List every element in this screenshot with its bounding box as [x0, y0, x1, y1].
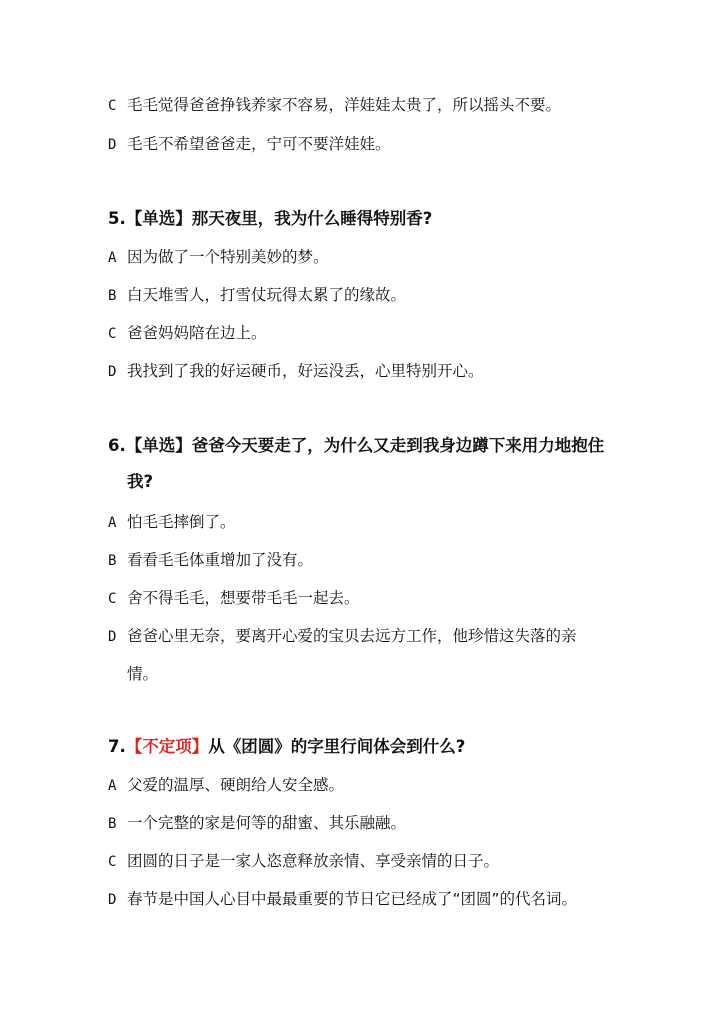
option-letter: D: [108, 892, 117, 908]
option-text-continuation: 情。: [127, 665, 159, 683]
option-text: 毛毛不希望爸爸走，宁可不要洋娃娃。: [127, 135, 391, 153]
option-text: 毛毛觉得爸爸挣钱养家不容易，洋娃娃太贵了，所以摇头不要。: [127, 96, 562, 114]
q5-option-b: [108, 285, 406, 306]
question-text: 从《团圆》的字里行间体会到什么?: [208, 737, 466, 756]
option-letter: C: [108, 326, 117, 342]
option-letter: B: [108, 288, 117, 304]
question-text-continuation: 我?: [127, 472, 154, 491]
q7-option-b: [108, 813, 406, 834]
option-text: 团圆的日子是一家人恣意释放亲情、享受亲情的日子。: [127, 852, 500, 870]
option-text: 我找到了我的好运硬币，好运没丢，心里特别开心。: [127, 362, 484, 380]
option-c-prev: [108, 95, 561, 116]
option-text: 怕毛毛摔倒了。: [127, 513, 236, 531]
option-text: 舍不得毛毛，想要带毛毛一起去。: [127, 589, 360, 607]
question-type-tag: 【单选】: [125, 436, 192, 455]
option-text: 爸爸妈妈陪在边上。: [127, 324, 267, 342]
question-text: 爸爸今天要走了，为什么又走到我身边蹲下来用力地抱住: [191, 436, 605, 455]
question-7-title: [108, 736, 465, 758]
q7-option-a: [108, 775, 344, 796]
q5-option-c: [108, 323, 267, 344]
option-text: 白天堆雪人，打雪仗玩得太累了的缘故。: [127, 286, 407, 304]
option-letter: D: [108, 137, 117, 153]
option-text: 爸爸心里无奈，要离开心爱的宝贝去远方工作，他珍惜这失落的亲: [127, 627, 577, 645]
option-letter: A: [108, 515, 117, 531]
option-d-prev: [108, 134, 391, 155]
option-text: 因为做了一个特别美妙的梦。: [127, 248, 329, 266]
question-text: 那天夜里，我为什么睡得特别香?: [191, 209, 433, 228]
option-text: 春节是中国人心目中最最重要的节日它已经成了“团圆”的代名词。: [127, 890, 578, 908]
option-letter: A: [108, 250, 117, 266]
question-number: 5.: [108, 209, 126, 228]
question-number: 6.: [108, 436, 126, 455]
option-text: 看看毛毛体重增加了没有。: [127, 551, 314, 569]
option-letter: C: [108, 98, 117, 114]
option-letter: B: [108, 816, 117, 832]
q7-option-c: [108, 851, 499, 872]
q6-option-b: [108, 550, 313, 571]
q6-option-d: [108, 626, 577, 683]
option-letter: C: [108, 591, 117, 607]
q6-option-c: [108, 588, 360, 609]
option-letter: D: [108, 629, 117, 645]
q7-option-d: [108, 889, 577, 910]
q6-option-a: [108, 512, 236, 533]
question-type-tag: 【不定项】: [125, 737, 209, 756]
option-text: 一个完整的家是何等的甜蜜、其乐融融。: [127, 814, 407, 832]
option-letter: D: [108, 364, 117, 380]
q5-option-a: [108, 247, 329, 268]
question-5-title: [108, 208, 432, 230]
question-type-tag: 【单选】: [125, 209, 192, 228]
q5-option-d: [108, 361, 484, 382]
option-letter: B: [108, 553, 117, 569]
option-text: 父爱的温厚、硬朗给人安全感。: [127, 776, 345, 794]
option-letter: C: [108, 854, 117, 870]
option-letter: A: [108, 778, 117, 794]
question-6-title: [108, 435, 605, 491]
question-number: 7.: [108, 737, 126, 756]
